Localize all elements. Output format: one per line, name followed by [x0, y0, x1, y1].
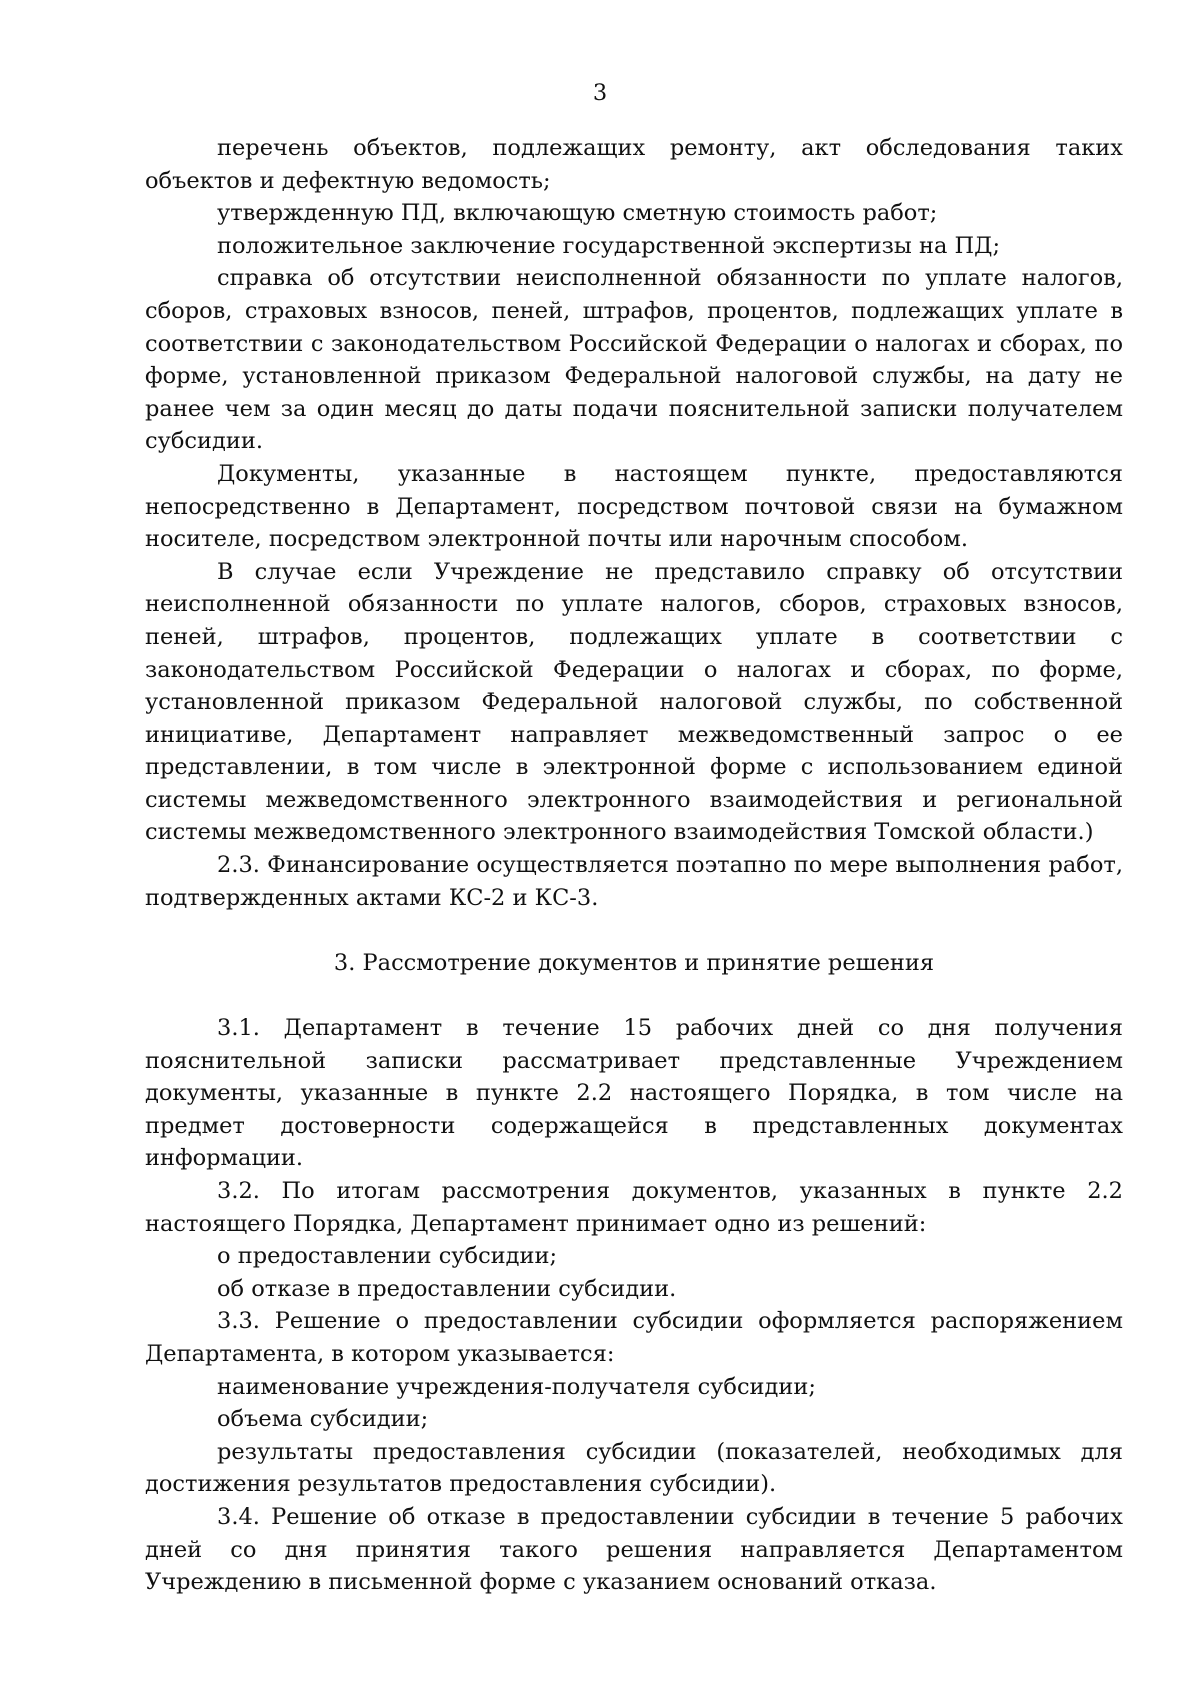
- paragraph: 3.1. Департамент в течение 15 рабочих дней со дня получения пояснительной записки рассматривает представленные Учреждением документы, указанные в пункте 2.2 настоящего Порядка, в том числе на предмет достоверности содержащейся в представленных документах информации.: [145, 1015, 1123, 1172]
- paragraph: положительное заключение государственной экспертизы на ПД;: [217, 232, 1001, 259]
- paragraph: Документы, указанные в настоящем пункте, предоставляются непосредственно в Департамент, посредством почтовой связи на бумажном носителе, посредством электронной почты или нарочным способом.: [145, 460, 1123, 553]
- paragraph: 3.4. Решение об отказе в предоставлении субсидии в течение 5 рабочих дней со дня принятия такого решения направляется Департаментом Учреждению в письменной форме с указанием оснований отказа.: [145, 1503, 1123, 1596]
- page-number: 3: [592, 80, 608, 106]
- paragraph: об отказе в предоставлении субсидии.: [217, 1275, 677, 1302]
- paragraph: перечень объектов, подлежащих ремонту, акт обследования таких объектов и дефектную ведомость;: [145, 135, 1123, 194]
- paragraph: В случае если Учреждение не представило справку об отсутствии неисполненной обязанности по уплате налогов, сборов, страховых взносов, пеней, штрафов, процентов, подлежащих уплате в соответствии с законодательством Российской Федерации о налогах и сборах, по форме, установленной приказом Федеральной налоговой службы, по собственной инициативе, Департамент направляет межведомственный запрос о ее представлении, в том числе в электронной форме с использованием единой системы межведомственного электронного взаимодействия и региональной системы межведомственного электронного взаимодействия Томской области.): [145, 558, 1123, 846]
- paragraph: справка об отсутствии неисполненной обязанности по уплате налогов, сборов, страховых взносов, пеней, штрафов, процентов, подлежащих уплате в соответствии с законодательством Российской Федерации о налогах и сборах, по форме, установленной приказом Федеральной налоговой службы, на дату не ранее чем за один месяц до даты подачи пояснительной записки получателем субсидии.: [145, 265, 1123, 455]
- paragraph: наименование учреждения-получателя субсидии;: [217, 1373, 816, 1400]
- paragraph: 2.3. Финансирование осуществляется поэтапно по мере выполнения работ, подтвержденных актами КС-2 и КС-3.: [145, 852, 1123, 911]
- paragraph: результаты предоставления субсидии (показателей, необходимых для достижения результатов предоставления субсидии).: [145, 1438, 1123, 1498]
- paragraph: о предоставлении субсидии;: [217, 1243, 558, 1270]
- paragraph: 3.2. По итогам рассмотрения документов, указанных в пункте 2.2 настоящего Порядка, Департамент принимает одно из решений:: [145, 1178, 1123, 1237]
- paragraph: 3.3. Решение о предоставлении субсидии оформляется распоряжением Департамента, в котором указывается:: [145, 1308, 1123, 1367]
- document-body: [145, 132, 1123, 1599]
- paragraph: утвержденную ПД, включающую сметную стоимость работ;: [217, 200, 938, 227]
- section-heading: 3. Рассмотрение документов и принятие решения: [333, 949, 935, 976]
- paragraph: объема субсидии;: [217, 1406, 429, 1433]
